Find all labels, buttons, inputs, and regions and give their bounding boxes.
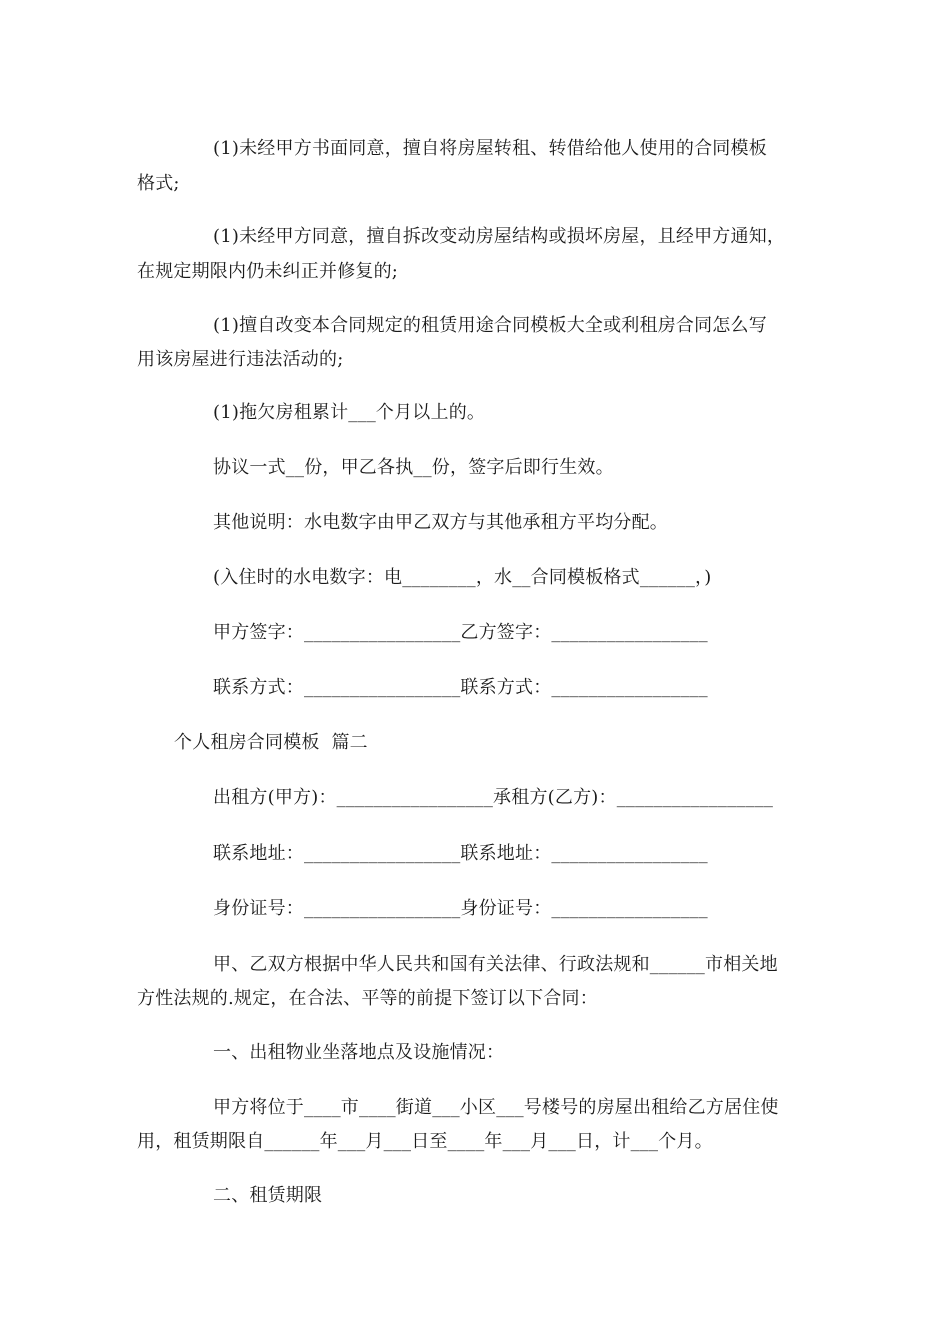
- signature-line: 甲方签字：_________________乙方签字：_________________: [213, 622, 708, 643]
- id-number-line: 身份证号：_________________身份证号：_________________: [213, 898, 708, 919]
- parties-line: 出租方(甲方)：_________________承租方(乙方)：_________________: [213, 787, 774, 808]
- clause-sublet-line-1: (1)未经甲方书面同意，擅自将房屋转租、转借给他人使用的合同模板: [213, 138, 767, 159]
- clause-arrears: (1)拖欠房租累计___个月以上的。: [213, 402, 486, 423]
- property-location-line-1: 甲方将位于____市____街道___小区___号楼号的房屋出租给乙方居住使: [213, 1097, 779, 1118]
- address-line: 联系地址：_________________联系地址：_________________: [213, 843, 708, 864]
- clause-alteration-line-2: 在规定期限内仍未纠正并修复的;: [137, 261, 399, 282]
- clause-usage-line-2: 用该房屋进行违法活动的;: [137, 349, 344, 370]
- section-heading: 个人租房合同模板 篇二: [174, 732, 368, 753]
- contact-line: 联系方式：_________________联系方式：_________________: [213, 677, 708, 698]
- copies-paragraph: 协议一式__份，甲乙各执__份，签字后即行生效。: [213, 457, 614, 478]
- preamble-line-1: 甲、乙双方根据中华人民共和国有关法律、行政法规和______市相关地: [213, 954, 778, 975]
- clause-usage-line-1: (1)擅自改变本合同规定的租赁用途合同模板大全或利租房合同怎么写: [213, 315, 767, 336]
- article-one-heading: 一、出租物业坐落地点及设施情况：: [213, 1042, 505, 1063]
- property-location-line-2: 用，租赁期限自______年___月___日至____年___月___日，计___个月。: [137, 1131, 713, 1152]
- clause-sublet-line-2: 格式;: [137, 173, 180, 194]
- meter-readings-paragraph: (入住时的水电数字：电________，水__合同模板格式______，): [213, 567, 712, 588]
- preamble-line-2: 方性法规的.规定，在合法、平等的前提下签订以下合同：: [137, 988, 598, 1009]
- article-two-heading: 二、租赁期限: [213, 1185, 323, 1206]
- other-notes-paragraph: 其他说明：水电数字由甲乙双方与其他承租方平均分配。: [213, 512, 668, 533]
- clause-alteration-line-1: (1)未经甲方同意，擅自拆改变动房屋结构或损坏房屋，且经甲方通知，: [213, 226, 786, 247]
